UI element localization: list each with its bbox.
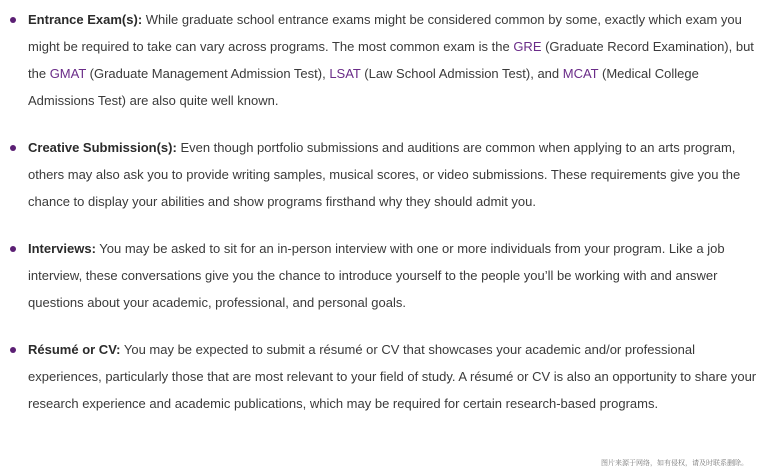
list-item-resume-cv bbox=[0, 336, 760, 417]
item-label: Entrance Exam(s): bbox=[28, 12, 143, 27]
bullet-icon bbox=[10, 17, 16, 23]
item-label: Résumé or CV: bbox=[28, 342, 121, 357]
item-text: (Medical College Admissions Test) are also quite well known. bbox=[28, 66, 699, 108]
bullet-icon bbox=[10, 246, 16, 252]
list-item-entrance-exams bbox=[0, 6, 760, 114]
item-text: (Law School Admission Test), and bbox=[360, 66, 563, 81]
requirements-list bbox=[0, 6, 760, 437]
gre-link[interactable]: GRE bbox=[513, 39, 542, 54]
list-item-interviews bbox=[0, 235, 760, 316]
mcat-link[interactable]: MCAT bbox=[562, 66, 599, 81]
item-label: Interviews: bbox=[28, 241, 96, 256]
item-text: You may be asked to sit for an in-person interview with one or more individuals from your program. Like a job interview, these conversations give you the chance to introduce yourself to the people you’ll be working with and answer questions about your academic, professional, and personal goals. bbox=[28, 241, 725, 310]
bullet-icon bbox=[10, 347, 16, 353]
item-text: (Graduate Management Admission Test), bbox=[86, 66, 330, 81]
item-text: Even though portfolio submissions and auditions are common when applying to an arts program, others may also ask you to provide writing samples, musical scores, or video submissions. These requirements give you the chance to display your abilities and show programs firsthand why they should admit you. bbox=[28, 140, 741, 209]
item-text: You may be expected to submit a résumé or CV that showcases your academic and/or professional experiences, particularly those that are most relevant to your field of study. A résumé or CV is also an opportunity to share your research experience and academic publications, which may be required for certain research-based programs. bbox=[28, 342, 757, 411]
item-label: Creative Submission(s): bbox=[28, 140, 177, 155]
item-text: (Graduate Record Examination), but the bbox=[28, 39, 754, 81]
gmat-link[interactable]: GMAT bbox=[49, 66, 87, 81]
lsat-link[interactable]: LSAT bbox=[329, 66, 361, 81]
list-item-creative-submissions bbox=[0, 134, 760, 215]
bullet-icon bbox=[10, 145, 16, 151]
watermark-text: 图片来源于网络，如有侵权，请及时联系删除。 bbox=[601, 459, 748, 467]
item-text: While graduate school entrance exams might be considered common by some, exactly which exam you might be required to take can vary across programs. The most common exam is the bbox=[28, 12, 742, 54]
